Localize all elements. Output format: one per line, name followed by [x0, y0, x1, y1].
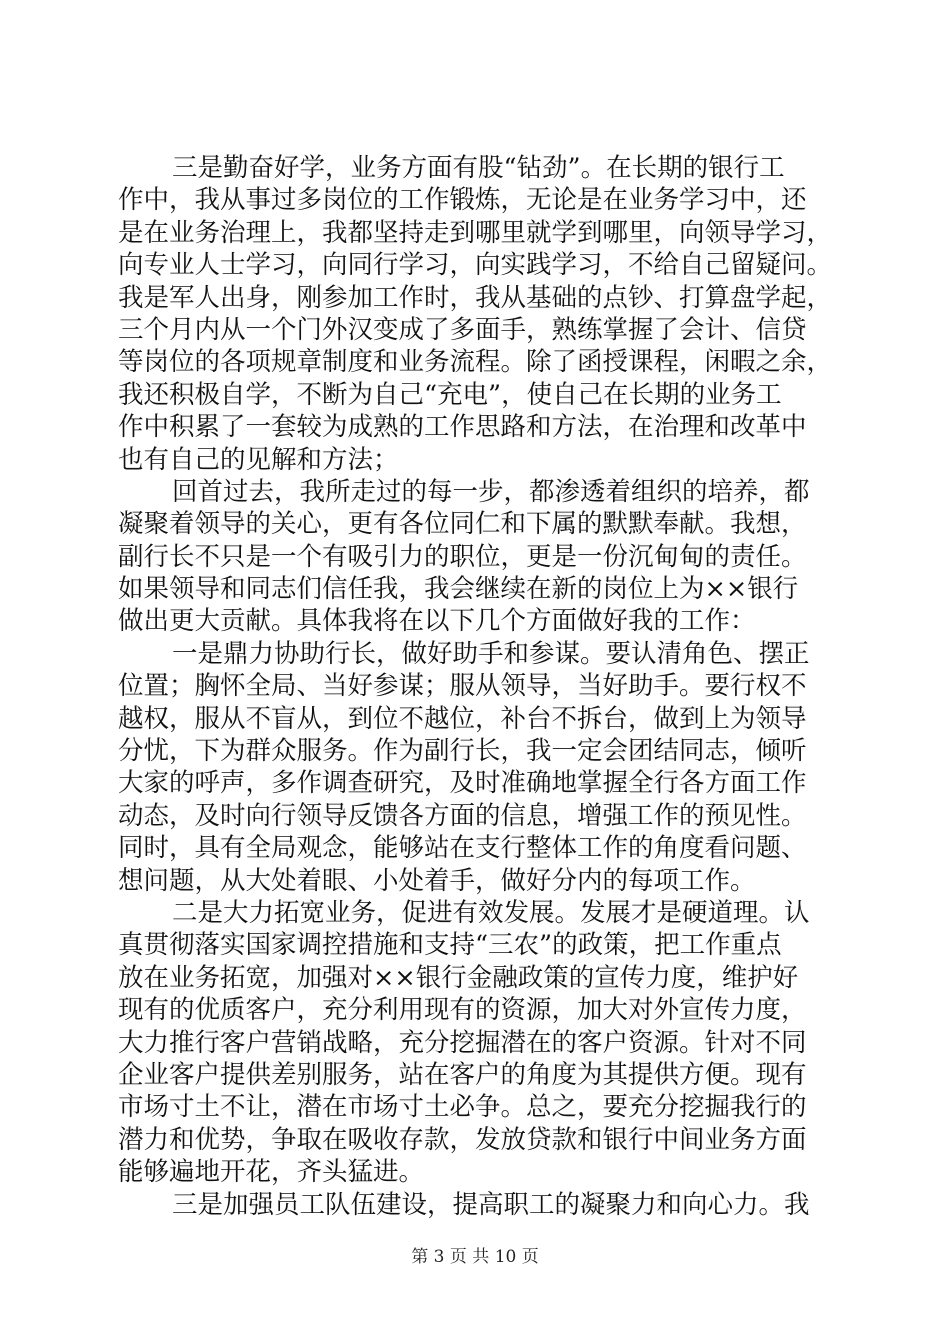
text-line: 作中，我从事过多岗位的工作锻炼，无论是在业务学习中，还 [118, 185, 807, 216]
text-line: 市场寸土不让，潜在市场寸土必争。总之，要充分挖掘我行的 [118, 1092, 807, 1123]
text-line: 大力推行客户营销战略，充分挖掘潜在的客户资源。针对不同 [118, 1027, 807, 1058]
text-line: 等岗位的各项规章制度和业务流程。除了函授课程，闲暇之余， [118, 347, 833, 378]
text-line: 作中积累了一套较为成熟的工作思路和方法，在治理和改革中 [118, 412, 807, 443]
text-line: 也有自己的见解和方法； [118, 444, 399, 475]
text-line: 潜力和优势，争取在吸收存款，发放贷款和银行中间业务方面 [118, 1124, 807, 1155]
text-line: 如果领导和同志们信任我，我会继续在新的岗位上为××银行 [118, 574, 799, 605]
text-line: 是在业务治理上，我都坚持走到哪里就学到哪里，向领导学习， [118, 217, 833, 248]
text-line: 凝聚着领导的关心，更有各位同仁和下属的默默奉献。我想， [118, 509, 807, 540]
text-line: 二是大力拓宽业务，促进有效发展。发展才是硬道理。认 [172, 897, 810, 928]
text-line: 放在业务拓宽，加强对××银行金融政策的宣传力度，维护好 [118, 962, 799, 993]
text-line: 回首过去，我所走过的每一步，都渗透着组织的培养，都 [172, 476, 810, 507]
page-footer: 第 3 页 共 10 页 [411, 1247, 539, 1267]
text-line: 大家的呼声，多作调查研究，及时准确地掌握全行各方面工作 [118, 768, 807, 799]
text-line: 企业客户提供差别服务，站在客户的角度为其提供方便。现有 [118, 1059, 807, 1090]
text-line: 我还积极自学，不断为自己“充电”，使自己在长期的业务工 [118, 379, 782, 410]
text-line: 越权，服从不盲从，到位不越位，补台不拆台，做到上为领导 [118, 703, 807, 734]
text-line: 分忧，下为群众服务。作为副行长，我一定会团结同志，倾听 [118, 736, 807, 767]
text-line: 我是军人出身，刚参加工作时，我从基础的点钞、打算盘学起， [118, 282, 833, 313]
text-line: 现有的优质客户，充分利用现有的资源，加大对外宣传力度， [118, 995, 807, 1026]
document-body [118, 152, 838, 1221]
text-line: 位置；胸怀全局、当好参谋；服从领导，当好助手。要行权不 [118, 671, 807, 702]
text-line: 三个月内从一个门外汉变成了多面手，熟练掌握了会计、信贷 [118, 314, 807, 345]
text-line: 三是加强员工队伍建设，提高职工的凝聚力和向心力。我 [172, 1189, 810, 1220]
text-line: 做出更大贡献。具体我将在以下几个方面做好我的工作： [118, 606, 756, 637]
text-line: 动态，及时向行领导反馈各方面的信息，增强工作的预见性。 [118, 800, 807, 831]
text-line: 副行长不只是一个有吸引力的职位，更是一份沉甸甸的责任。 [118, 541, 807, 572]
text-line: 想问题，从大处着眼、小处着手，做好分内的每项工作。 [118, 865, 756, 896]
text-line: 一是鼎力协助行长，做好助手和参谋。要认清角色、摆正 [172, 638, 810, 669]
text-line: 真贯彻落实国家调控措施和支持“三农”的政策，把工作重点 [118, 930, 782, 961]
text-line: 向专业人士学习，向同行学习，向实践学习，不给自己留疑问。 [118, 250, 833, 281]
text-line: 三是勤奋好学，业务方面有股“钻劲”。在长期的银行工 [172, 153, 785, 183]
text-line: 能够遍地开花，齐头猛进。 [118, 1157, 425, 1188]
text-line: 同时，具有全局观念，能够站在支行整体工作的角度看问题、 [118, 833, 807, 864]
